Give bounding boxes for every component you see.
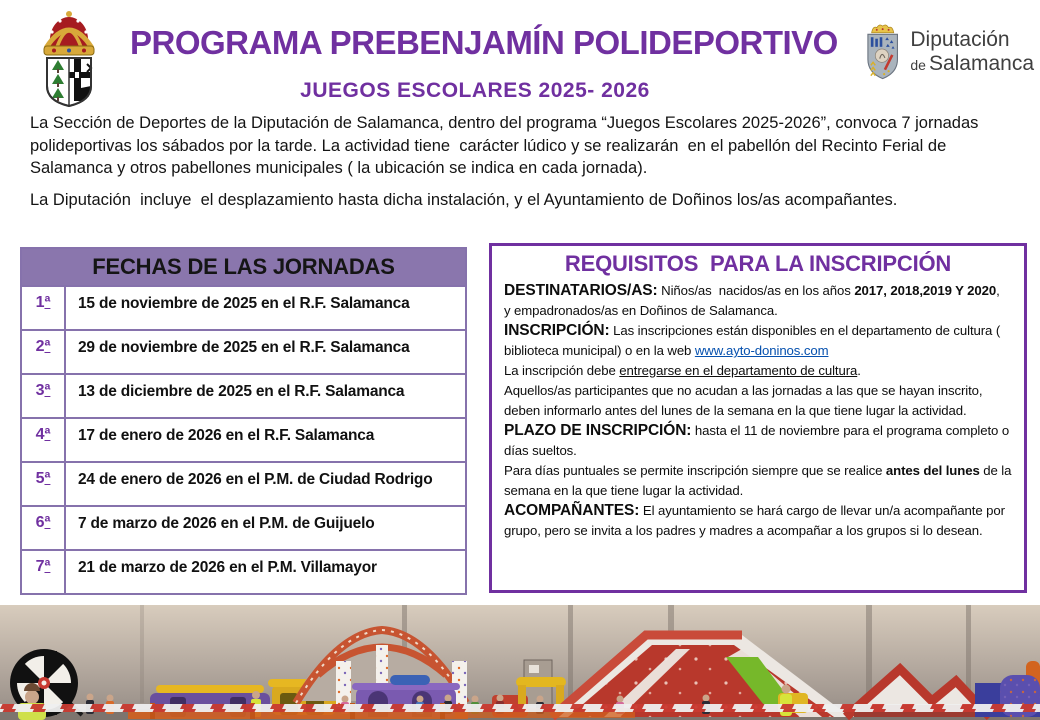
jornada-ordinal: ª	[44, 514, 51, 531]
jornada-ordinal: ª	[44, 558, 51, 575]
jornada-date: 24 de enero de 2026 en el P.M. de Ciudad Rodrigo	[78, 471, 433, 488]
barrier-tape	[0, 704, 1040, 712]
requisitos-heading: REQUISITOS PARA LA INSCRIPCIÓN	[564, 251, 952, 276]
jornada-ordinal: ª	[44, 382, 51, 399]
diputacion-text-line2: Salamanca	[928, 52, 1034, 75]
diputacion-salamanca-logo	[862, 10, 1034, 94]
plazo-text-2: Para días puntuales se permite inscripción siempre que se realice	[504, 463, 886, 478]
jornada-number	[22, 375, 66, 417]
table-row	[22, 285, 465, 329]
acompanantes-label: ACOMPAÑANTES:	[504, 502, 640, 519]
ayto-doninos-link[interactable]: www.ayto-doninos.com	[694, 343, 829, 358]
plazo-paragraph	[504, 421, 1012, 461]
table-row	[22, 461, 465, 505]
table-row	[22, 417, 465, 461]
jornada-num-digit: 2	[35, 338, 45, 355]
requisitos-body	[504, 281, 1015, 541]
inscripcion-text-2: La inscripción debe	[504, 363, 620, 378]
jornada-number	[22, 551, 66, 593]
page-title: PROGRAMA PREBENJAMÍN POLIDEPORTIVO	[130, 24, 838, 61]
inscripcion-underlined: entregarse en el departamento de cultura	[619, 363, 858, 378]
table-row	[22, 329, 465, 373]
jornada-ordinal: ª	[44, 426, 51, 443]
inscripcion-text-3: .	[857, 363, 861, 378]
jornada-ordinal: ª	[44, 338, 51, 355]
table-row	[22, 373, 465, 417]
diputacion-text-line1: Diputación	[910, 27, 1010, 51]
table-row	[22, 505, 465, 549]
door-sign	[529, 665, 539, 673]
diputacion-text-de: de	[910, 57, 926, 73]
destinatarios-paragraph	[504, 281, 1012, 321]
requisitos-box	[489, 243, 1027, 593]
plazo-bold: antes del lunes	[885, 463, 980, 478]
jornada-date: 29 de noviembre de 2025 en el R.F. Salamanca	[78, 339, 410, 356]
inscripcion-paragraph	[504, 321, 1012, 361]
jornadas-table-header: FECHAS DE LAS JORNADAS	[22, 249, 465, 285]
destinatarios-years: 2017, 2018,2019 Y 2020	[854, 283, 997, 298]
doninos-coat-of-arms-logo	[30, 6, 108, 108]
destinatarios-text-2: , y empadronados/as en Doñinos de Salamanca.	[504, 283, 1007, 318]
plazo-label: PLAZO DE INSCRIPCIÓN:	[504, 422, 692, 439]
jornada-ordinal: ª	[44, 294, 51, 311]
destinatarios-text-1: Niños/as nacidos/as en los años	[657, 283, 855, 298]
jornada-number	[22, 419, 66, 461]
jornada-number	[22, 463, 66, 505]
plazo-text-1: hasta el 11 de noviembre para el programa completo o días sueltos.	[504, 423, 1013, 458]
jornada-date: 13 de diciembre de 2025 en el R.F. Salamanca	[78, 383, 405, 400]
jornada-number	[22, 287, 66, 329]
plazo-dias-paragraph	[504, 461, 1015, 501]
acompanantes-paragraph	[504, 501, 1012, 541]
inscripcion-label: INSCRIPCIÓN:	[504, 322, 610, 339]
jornada-date: 21 de marzo de 2026 en el P.M. Villamayor	[78, 559, 377, 576]
intro-paragraph-2: La Diputación incluye el desplazamiento hasta dicha instalación, y el Ayuntamiento de Doñinos los/as acompañantes.	[30, 190, 898, 209]
shield-icon	[47, 58, 91, 106]
header-titles	[130, 24, 838, 103]
diputacion-shield-icon	[862, 10, 903, 94]
page-subtitle: JUEGOS ESCOLARES 2025- 2026	[300, 79, 650, 102]
jornada-num-digit: 3	[35, 382, 45, 399]
jornada-num-digit: 6	[35, 514, 45, 531]
crown-icon	[44, 11, 94, 55]
inscripcion-entrega-paragraph	[504, 361, 1012, 381]
jornada-number	[22, 331, 66, 373]
plazo-text-3: de la semana en la que tiene lugar la actividad.	[504, 463, 1015, 498]
event-photo-inflatables	[0, 605, 1040, 720]
intro-section	[30, 112, 1018, 220]
table-row	[22, 549, 465, 593]
jornada-date: 17 de enero de 2026 en el R.F. Salamanca	[78, 427, 375, 444]
jornada-num-digit: 5	[35, 470, 45, 487]
jornada-num-digit: 4	[35, 426, 45, 443]
jornada-num-digit: 7	[35, 558, 45, 575]
jornada-date: 15 de noviembre de 2025 en el R.F. Salamanca	[78, 295, 410, 312]
jornadas-table	[20, 247, 467, 595]
jornada-number	[22, 507, 66, 549]
inscripcion-aviso-paragraph: Aquellos/as participantes que no acudan a las jornadas a las que se hayan inscrito, deben informarlo antes del lunes de la semana en la que tiene lugar la actividad.	[504, 383, 987, 418]
jornada-num-digit: 1	[35, 294, 45, 311]
intro-paragraph-1: La Sección de Deportes de la Diputación de Salamanca, dentro del programa “Juegos Escolares 2025-2026”, convoca 7 jornadas polideportivas los sábados por la tarde. La actividad tiene carácter lúdico y se realizarán en el pabellón del Recinto Ferial de Salamanca y otros pabellones municipales ( la ubicación se indica en cada jornada).	[30, 114, 984, 178]
inscripcion-text-1: Las inscripciones están disponibles en el departamento de cultura ( biblioteca municipal) o en la web	[504, 323, 1004, 358]
diputacion-logo-text	[910, 28, 1034, 76]
jornada-date: 7 de marzo de 2026 en el P.M. de Guijuelo	[78, 515, 375, 532]
destinatarios-label: DESTINATARIOS/AS:	[504, 282, 658, 299]
jornada-ordinal: ª	[44, 470, 51, 487]
acompanantes-text: El ayuntamiento se hará cargo de llevar un/a acompañante por grupo, pero se invita a los padres y madres a acompañar a los grupos si lo desean.	[504, 503, 1009, 538]
